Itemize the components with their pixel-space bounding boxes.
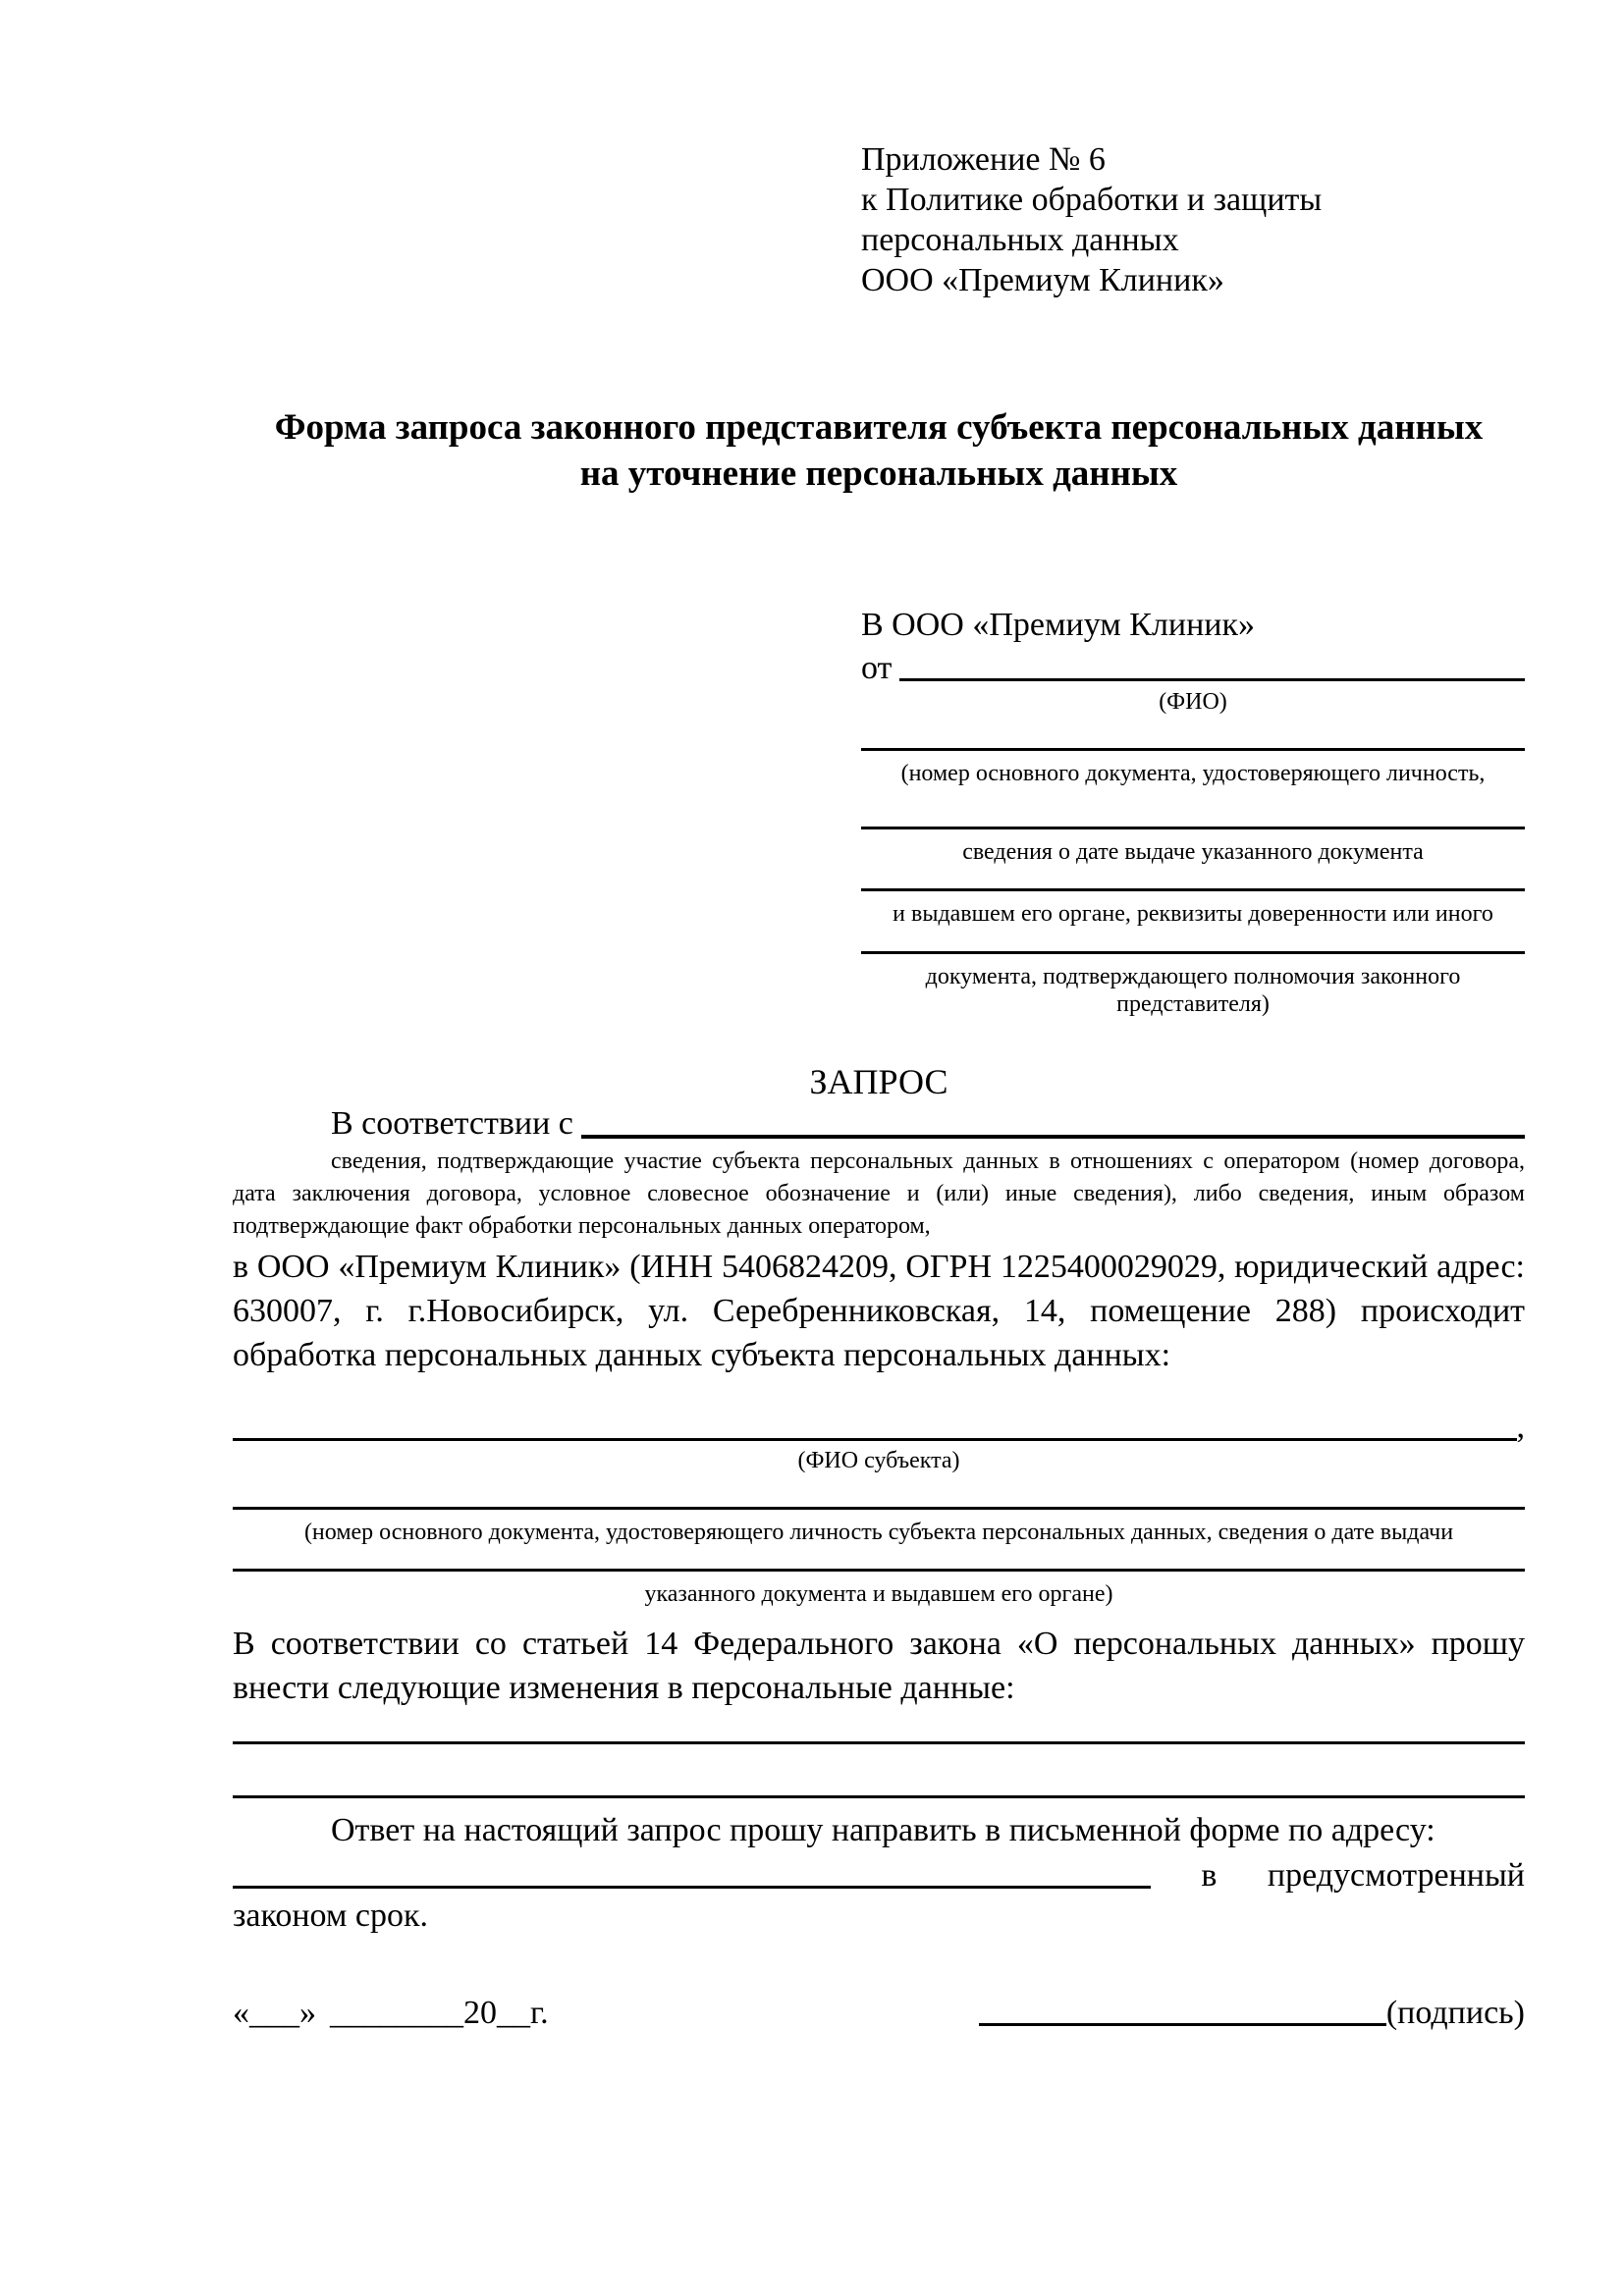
appendix-line-4: ООО «Премиум Клиник» (861, 262, 1224, 298)
signature-line (979, 2023, 1386, 2026)
addressee-block (861, 605, 1525, 1018)
doc-line-caption-pair-3 (861, 888, 1525, 928)
intro-text: В соответствии с (331, 1105, 573, 1142)
form-title-line-1: Форма запроса законного представителя субъекта персональных данных (274, 407, 1484, 448)
answer-word-1: в (1201, 1857, 1218, 1894)
intro-row (233, 1103, 1525, 1144)
operator-paragraph: в ООО «Премиум Клиник» (ИНН 5406824209, ОГРН 1225400029029, юридический адрес: 630007, г. г.Новосибирск, ул. Серебренниковская, 14, помещение 288) происходит обработка персональных данных субъекта персональных данных: (233, 1249, 1525, 1373)
fill-line-caption: и выдавшем его органе, реквизиты доверенности или иного (893, 901, 1493, 927)
date-quoted-blank: «___» (233, 1995, 316, 2031)
subject-fio-caption: (ФИО субъекта) (797, 1448, 960, 1473)
doc-line-caption-pair-2 (861, 827, 1525, 866)
answer-address-row (233, 1850, 1525, 1896)
intro-fill-line (581, 1103, 1525, 1139)
fill-line (861, 748, 1525, 751)
date-field (233, 1993, 549, 2033)
addressee-to: В ООО «Премиум Клиник» (861, 607, 1256, 643)
changes-fill-line-2 (233, 1795, 1525, 1798)
subject-fio-fill-line (233, 1438, 1517, 1441)
fill-line-caption: указанного документа и выдавшем его органе) (644, 1581, 1113, 1607)
from-label: от (861, 650, 893, 686)
doc-line-caption-pair-4 (861, 951, 1525, 1018)
fio-fill-line (899, 648, 1525, 681)
addressee-from-row (861, 648, 1525, 688)
footer-row (233, 1993, 1525, 2033)
appendix-line-1: Приложение № 6 (861, 141, 1106, 178)
intro-footnote: сведения, подтверждающие участие субъекта персональных данных в отношениях с оператором (номер договора, дата заключения договора, условное словесное обозначение и (или) иные сведения), либо сведения, иным образом подтверждающие факт обработки персональных данных оператором, (233, 1148, 1525, 1239)
fill-line-caption: (номер основного документа, удостоверяющего личность субъекта персональных данных, сведения о дате выдачи (303, 1520, 1454, 1545)
subject-fio-row (233, 1403, 1525, 1447)
fill-line (233, 1569, 1525, 1572)
form-title (233, 404, 1525, 497)
answer-address-fill-line (233, 1886, 1151, 1889)
fill-line (861, 827, 1525, 829)
subject-doc-pair-2 (233, 1569, 1525, 1608)
fill-line (861, 951, 1525, 954)
fill-line-caption: документа, подтверждающего полномочия законного представителя) (925, 964, 1461, 1017)
document-content (0, 139, 1624, 2033)
form-title-line-2: на уточнение персональных данных (579, 454, 1178, 494)
answer-word-2: предусмотренный (1267, 1857, 1525, 1894)
fio-caption: (ФИО) (1159, 689, 1227, 715)
appendix-note (861, 139, 1525, 300)
appendix-line-2: к Политике обработки и защиты (861, 182, 1323, 218)
answer-paragraph-line-3: законом срок. (233, 1897, 428, 1934)
fill-line (233, 1507, 1525, 1510)
fill-line-caption: (номер основного документа, удостоверяющего личность, (900, 761, 1486, 786)
trailing-comma: , (1516, 1409, 1525, 1445)
subject-doc-pair-1 (233, 1507, 1525, 1546)
signature-caption: (подпись) (1385, 1995, 1525, 2031)
signature-group (979, 1993, 1525, 2033)
changes-fill-line-1 (233, 1741, 1525, 1744)
fill-line-caption: сведения о дате выдаче указанного документа (962, 839, 1424, 865)
answer-paragraph-line-1: Ответ на настоящий запрос прошу направить в письменной форме по адресу: (331, 1812, 1435, 1848)
fill-line (861, 888, 1525, 891)
doc-line-caption-pair-1 (861, 748, 1525, 787)
date-month-year-blank: ________20__г. (330, 1995, 549, 2031)
request-heading: ЗАПРОС (809, 1062, 948, 1101)
appendix-line-3: персональных данных (861, 222, 1179, 258)
law-paragraph: В соответствии со статьей 14 Федерального закона «О персональных данных» прошу внести следующие изменения в персональные данные: (233, 1626, 1525, 1706)
